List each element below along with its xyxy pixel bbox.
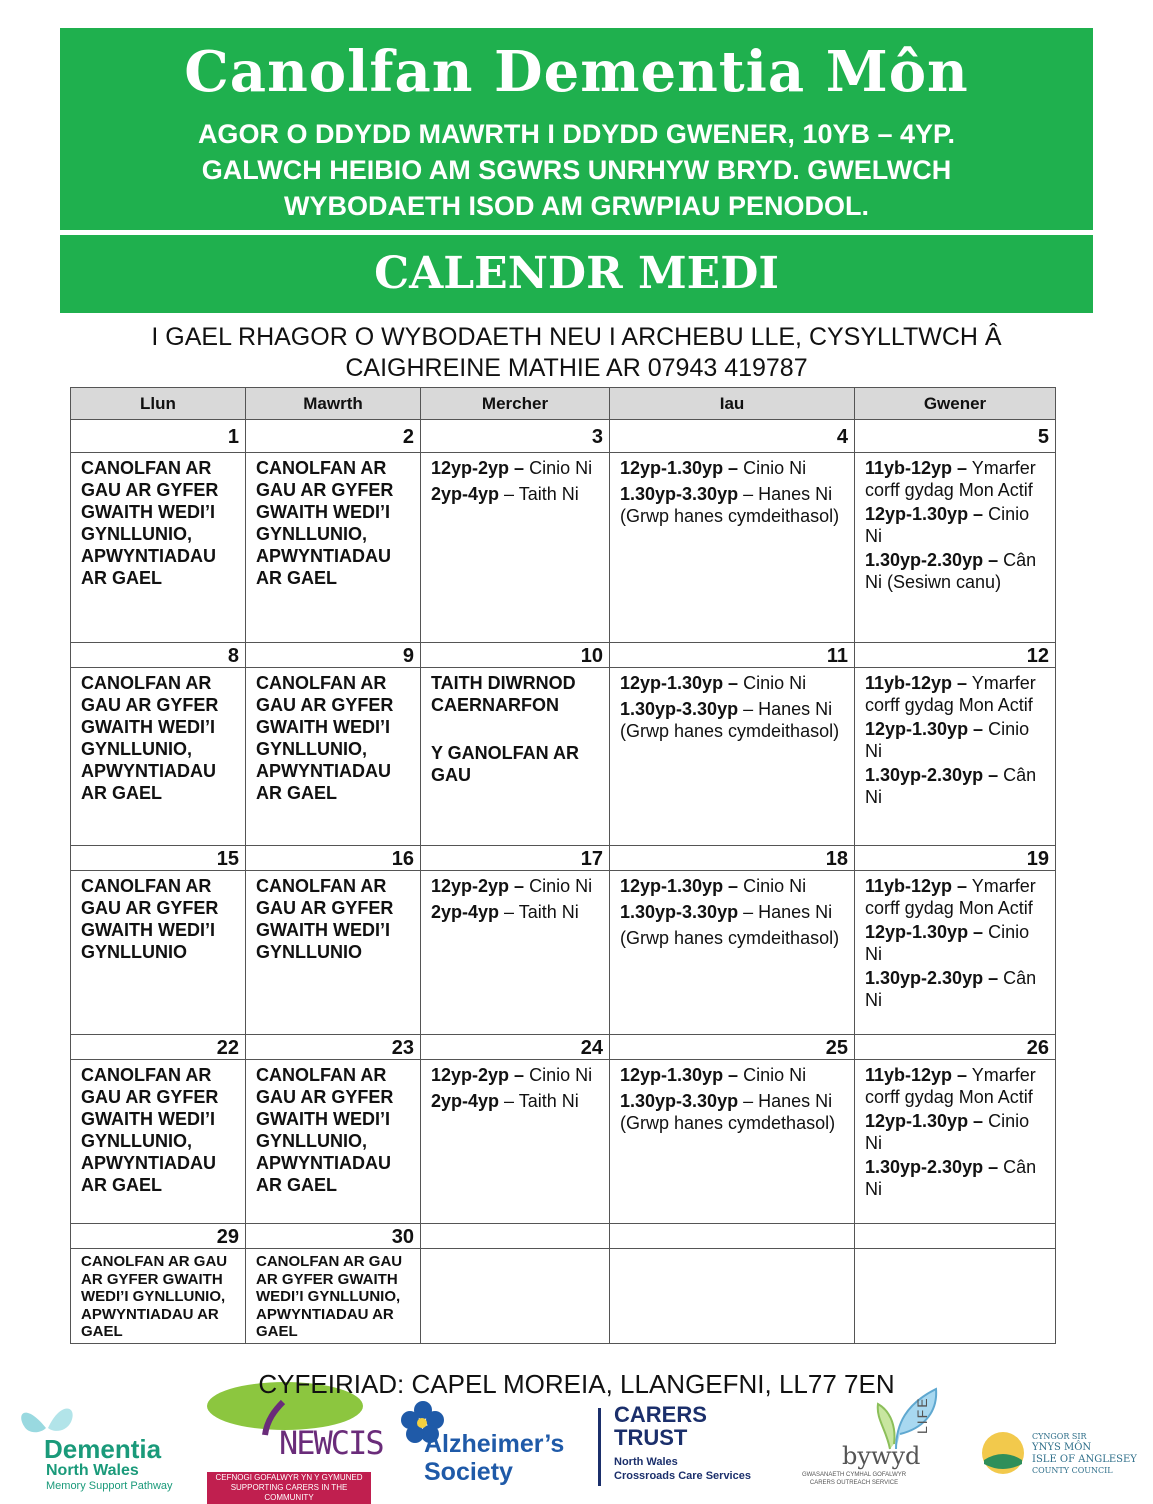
anglesey-council-logo: CYNGOR SIR YNYS MÔN ISLE OF ANGLESEY COUNTY COUNCIL: [980, 1430, 1140, 1486]
friday-events: 11yb-12yp – Ymarfer corff gydag Mon Actif 12yp-1.30yp – Cinio Ni 1.30yp-2.30yp – Cân Ni: [855, 1060, 1056, 1224]
day-header-row: [71, 388, 1056, 420]
thursday-events: 12yp-1.30yp – Cinio Ni 1.30yp-3.30yp – Hanes Ni (Grwp hanes cymdeithasol): [610, 871, 855, 1035]
closed-notice: CANOLFAN AR GAU AR GYFER GWAITH WEDI’I GYNLLUNIO: [71, 871, 246, 1035]
newcis-logo: NEWCIS CEFNOGI GOFALWYR YN Y GYMUNED SUPPORTING CARERS IN THE COMMUNITY: [205, 1380, 375, 1494]
calendar-table: [70, 387, 1056, 1344]
day-header-wed: Mercher: [421, 388, 610, 420]
date-number: 1: [71, 420, 246, 453]
closed-notice: CANOLFAN AR GAU AR GYFER GWAITH WEDI’I GYNLLUNIO, APWYNTIADAU AR GAEL: [246, 1249, 421, 1344]
date-row: [71, 420, 1056, 453]
events-row: [71, 668, 1056, 846]
carers-trust-logo: CARERS TRUST North Wales Crossroads Care Services: [598, 1404, 768, 1490]
closed-notice: CANOLFAN AR GAU AR GYFER GWAITH WEDI’I GYNLLUNIO, APWYNTIADAU AR GAEL: [246, 1060, 421, 1224]
closed-notice: CANOLFAN AR GAU AR GYFER GWAITH WEDI’I GYNLLUNIO, APWYNTIADAU AR GAEL: [71, 668, 246, 846]
date-number: 30: [246, 1224, 421, 1249]
closed-notice: CANOLFAN AR GAU AR GYFER GWAITH WEDI’I GYNLLUNIO, APWYNTIADAU AR GAEL: [71, 453, 246, 643]
date-row: [71, 846, 1056, 871]
council-crest-icon: [980, 1430, 1026, 1476]
date-row: [71, 643, 1056, 668]
date-number: 10: [421, 643, 610, 668]
empty-date: [421, 1224, 610, 1249]
bywyd-logo: bywyd LIFE GWASANAETH CYMHAL GOFALWYR CARERS OUTREACH SERVICE: [784, 1384, 964, 1492]
address: CYFEIRIAD: CAPEL MOREIA, LLANGEFNI, LL77 7EN: [258, 1369, 895, 1399]
wednesday-events: 12yp-2yp – Cinio Ni 2yp-4yp – Taith Ni: [421, 1060, 610, 1224]
empty-date: [855, 1224, 1056, 1249]
butterfly-icon: [16, 1398, 86, 1438]
date-number: 9: [246, 643, 421, 668]
date-number: 15: [71, 846, 246, 871]
empty-date: [610, 1224, 855, 1249]
centre-title: Canolfan Dementia Môn: [184, 39, 969, 105]
closed-notice: CANOLFAN AR GAU AR GYFER GWAITH WEDI’I GYNLLUNIO, APWYNTIADAU AR GAEL: [71, 1249, 246, 1344]
friday-events: 11yb-12yp – Ymarfer corff gydag Mon Actif 12yp-1.30yp – Cinio Ni 1.30yp-2.30yp – Cân Ni: [855, 668, 1056, 846]
date-number: 24: [421, 1035, 610, 1060]
day-trip-notice: TAITH DIWRNOD CAERNARFON Y GANOLFAN AR GAU: [421, 668, 610, 846]
calendar-title: CALENDR MEDI: [60, 235, 1093, 313]
closed-notice: CANOLFAN AR GAU AR GYFER GWAITH WEDI’I GYNLLUNIO, APWYNTIADAU AR GAEL: [246, 453, 421, 643]
day-header-thu: Iau: [610, 388, 855, 420]
thursday-events: 12yp-1.30yp – Cinio Ni 1.30yp-3.30yp – Hanes Ni (Grwp hanes cymdeithasol): [610, 453, 855, 643]
day-header-mon: Llun: [71, 388, 246, 420]
date-number: 22: [71, 1035, 246, 1060]
date-number: 5: [855, 420, 1056, 453]
wednesday-events: 12yp-2yp – Cinio Ni 2yp-4yp – Taith Ni: [421, 453, 610, 643]
date-number: 4: [610, 420, 855, 453]
date-number: 25: [610, 1035, 855, 1060]
date-number: 23: [246, 1035, 421, 1060]
contact-info: I GAEL RHAGOR O WYBODAETH NEU I ARCHEBU LLE, CYSYLLTWCH Â CAIGHREINE MATHIE AR 07943 419787: [151, 323, 1002, 382]
date-number: 19: [855, 846, 1056, 871]
empty-cell: [610, 1249, 855, 1344]
date-row: [71, 1224, 1056, 1249]
thursday-events: 12yp-1.30yp – Cinio Ni 1.30yp-3.30yp – Hanes Ni (Grwp hanes cymdethasol): [610, 1060, 855, 1224]
date-number: 12: [855, 643, 1056, 668]
date-number: 26: [855, 1035, 1056, 1060]
date-number: 2: [246, 420, 421, 453]
thursday-events: 12yp-1.30yp – Cinio Ni 1.30yp-3.30yp – Hanes Ni (Grwp hanes cymdeithasol): [610, 668, 855, 846]
empty-cell: [421, 1249, 610, 1344]
events-row: [71, 453, 1056, 643]
date-number: 17: [421, 846, 610, 871]
date-number: 29: [71, 1224, 246, 1249]
date-row: [71, 1035, 1056, 1060]
friday-events: 11yb-12yp – Ymarfer corff gydag Mon Actif 12yp-1.30yp – Cinio Ni 1.30yp-2.30yp – Cân Ni (Sesiwn canu): [855, 453, 1056, 643]
opening-info: AGOR O DDYDD MAWRTH I DDYDD GWENER, 10YB – 4YP. GALWCH HEIBIO AM SGWRS UNRHYW BRYD. GWELWCH WYBODAETH ISOD AM GRWPIAU PENODOL.: [197, 119, 956, 221]
date-number: 11: [610, 643, 855, 668]
wednesday-events: 12yp-2yp – Cinio Ni 2yp-4yp – Taith Ni: [421, 871, 610, 1035]
dementia-north-wales-logo: Dementia North Wales Memory Support Pathway: [14, 1398, 194, 1494]
date-number: 16: [246, 846, 421, 871]
events-row: [71, 871, 1056, 1035]
events-row: [71, 1249, 1056, 1344]
events-row: [71, 1060, 1056, 1224]
closed-notice: CANOLFAN AR GAU AR GYFER GWAITH WEDI’I GYNLLUNIO, APWYNTIADAU AR GAEL: [246, 668, 421, 846]
day-header-fri: Gwener: [855, 388, 1056, 420]
alzheimers-society-logo: Alzheimer’s Society: [398, 1400, 578, 1490]
header-banner: [60, 28, 1093, 230]
day-header-tue: Mawrth: [246, 388, 421, 420]
closed-notice: CANOLFAN AR GAU AR GYFER GWAITH WEDI’I GYNLLUNIO: [246, 871, 421, 1035]
date-number: 18: [610, 846, 855, 871]
date-number: 8: [71, 643, 246, 668]
empty-cell: [855, 1249, 1056, 1344]
date-number: 3: [421, 420, 610, 453]
friday-events: 11yb-12yp – Ymarfer corff gydag Mon Actif 12yp-1.30yp – Cinio Ni 1.30yp-2.30yp – Cân Ni: [855, 871, 1056, 1035]
closed-notice: CANOLFAN AR GAU AR GYFER GWAITH WEDI’I GYNLLUNIO, APWYNTIADAU AR GAEL: [71, 1060, 246, 1224]
